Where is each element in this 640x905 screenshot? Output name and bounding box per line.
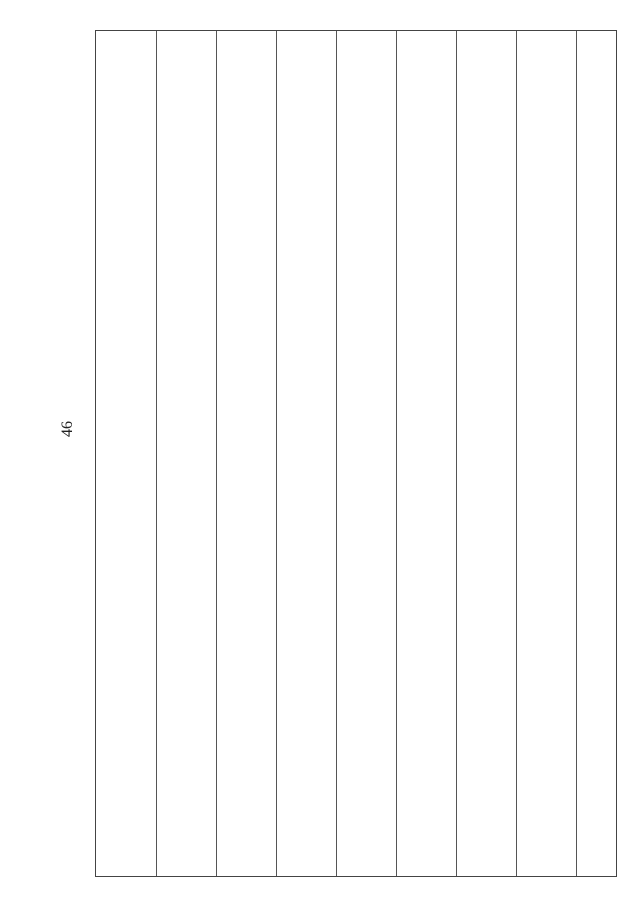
scanned-table [95,30,617,877]
page-number: 46 [59,421,76,437]
